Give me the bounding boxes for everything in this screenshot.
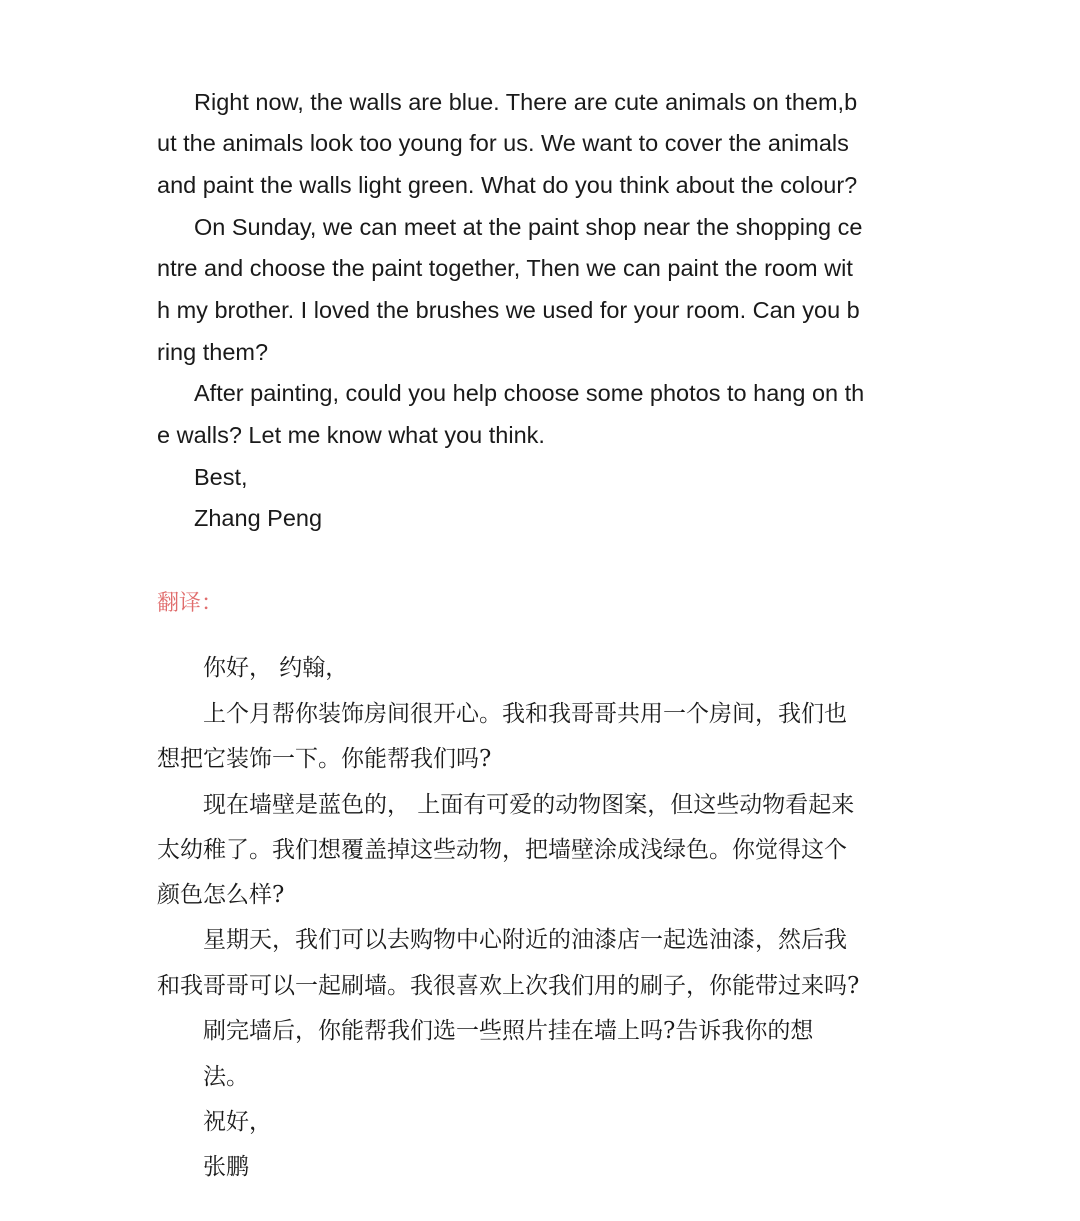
translation-label: 翻译： (157, 591, 224, 616)
chinese-paragraph-2-line-2: 太幼稚了。我们想覆盖掉这些动物，把墙壁涂成浅绿色。你觉得这个 (157, 837, 847, 863)
english-signature: Zhang Peng (194, 505, 323, 531)
english-paragraph-3-line-1: After painting, could you help choose some photos to hang on th (194, 380, 865, 406)
chinese-closing: 祝好， (203, 1109, 272, 1135)
chinese-paragraph-2-line-1: 现在墙壁是蓝色的， 上面有可爱的动物图案，但这些动物看起来 (203, 792, 855, 818)
chinese-paragraph-3-line-1: 星期天，我们可以去购物中心附近的油漆店一起选油漆，然后我 (203, 927, 847, 953)
english-paragraph-2-line-2: ntre and choose the paint together, Then we can paint the room wit (157, 255, 853, 281)
chinese-paragraph-2-line-3: 颜色怎么样? (157, 882, 285, 908)
chinese-greeting: 你好， 约翰， (203, 655, 349, 681)
chinese-paragraph-3-line-2: 和我哥哥可以一起刷墙。我很喜欢上次我们用的刷子，你能带过来吗? (157, 973, 860, 999)
english-closing: Best, (194, 464, 248, 490)
english-paragraph-1-line-2: ut the animals look too young for us. We want to cover the animals (157, 130, 849, 156)
chinese-paragraph-1-line-1: 上个月帮你装饰房间很开心。我和我哥哥共用一个房间，我们也 (203, 701, 847, 727)
english-paragraph-1-line-3: and paint the walls light green. What do you think about the colour? (157, 172, 858, 198)
english-paragraph-1-line-1: Right now, the walls are blue. There are cute animals on them,b (194, 89, 858, 115)
chinese-signature: 张鹏 (203, 1154, 249, 1180)
english-paragraph-2-line-3: h my brother. I loved the brushes we used for your room. Can you b (157, 297, 860, 323)
english-paragraph-2-line-1: On Sunday, we can meet at the paint shop near the shopping ce (194, 214, 863, 240)
english-paragraph-2-line-4: ring them? (157, 339, 269, 365)
chinese-paragraph-4-line-1: 刷完墙后，你能帮我们选一些照片挂在墙上吗?告诉我你的想 (203, 1018, 814, 1044)
chinese-paragraph-4-line-2: 法。 (203, 1064, 249, 1090)
chinese-paragraph-1-line-2: 想把它装饰一下。你能帮我们吗? (157, 746, 492, 772)
english-paragraph-3-line-2: e walls? Let me know what you think. (157, 422, 545, 448)
